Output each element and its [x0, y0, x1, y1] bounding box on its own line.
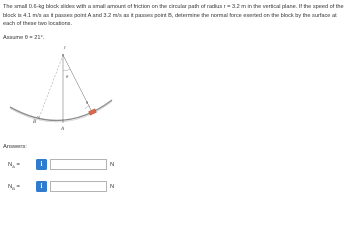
- info-icon[interactable]: i: [36, 159, 47, 170]
- answer-unit-na: N: [110, 162, 115, 168]
- info-icon[interactable]: i: [36, 181, 47, 192]
- label-b: B: [33, 120, 37, 125]
- circular-surface: [10, 100, 112, 120]
- label-r: r: [64, 46, 66, 51]
- label-theta: θ: [66, 74, 69, 79]
- answer-label-na: $N_A$ =: [8, 162, 20, 170]
- assumption-text: Assume θ = 21°.: [3, 35, 45, 41]
- answers-heading: Answers:: [3, 144, 27, 150]
- dashed-line-b: [39, 55, 63, 118]
- na-input[interactable]: [50, 159, 107, 170]
- radius-line-block: [63, 55, 93, 114]
- problem-statement: The small 0.6-kg block slides with a small amount of friction on the circular path of radius r = 3.2 m in the vertical plane. If the speed of the block is 4.1 m/s as it passes point A and 3.2 m/s as it passes point B, determine the normal force exerted on the block by the surface at each of these two locations.: [3, 4, 344, 28]
- label-theta-block: θ: [86, 100, 88, 105]
- answer-unit-nb: N: [110, 184, 115, 190]
- nb-input[interactable]: [50, 181, 107, 192]
- circular-surface-highlight: [10, 102, 112, 122]
- label-a: A: [61, 127, 65, 132]
- sliding-block: [88, 109, 96, 116]
- answer-label-nb: $N_B$ =: [8, 184, 20, 192]
- theta-arc-center: [63, 69, 70, 71]
- answer-row-na: [8, 159, 348, 171]
- answer-row-nb: [8, 181, 348, 193]
